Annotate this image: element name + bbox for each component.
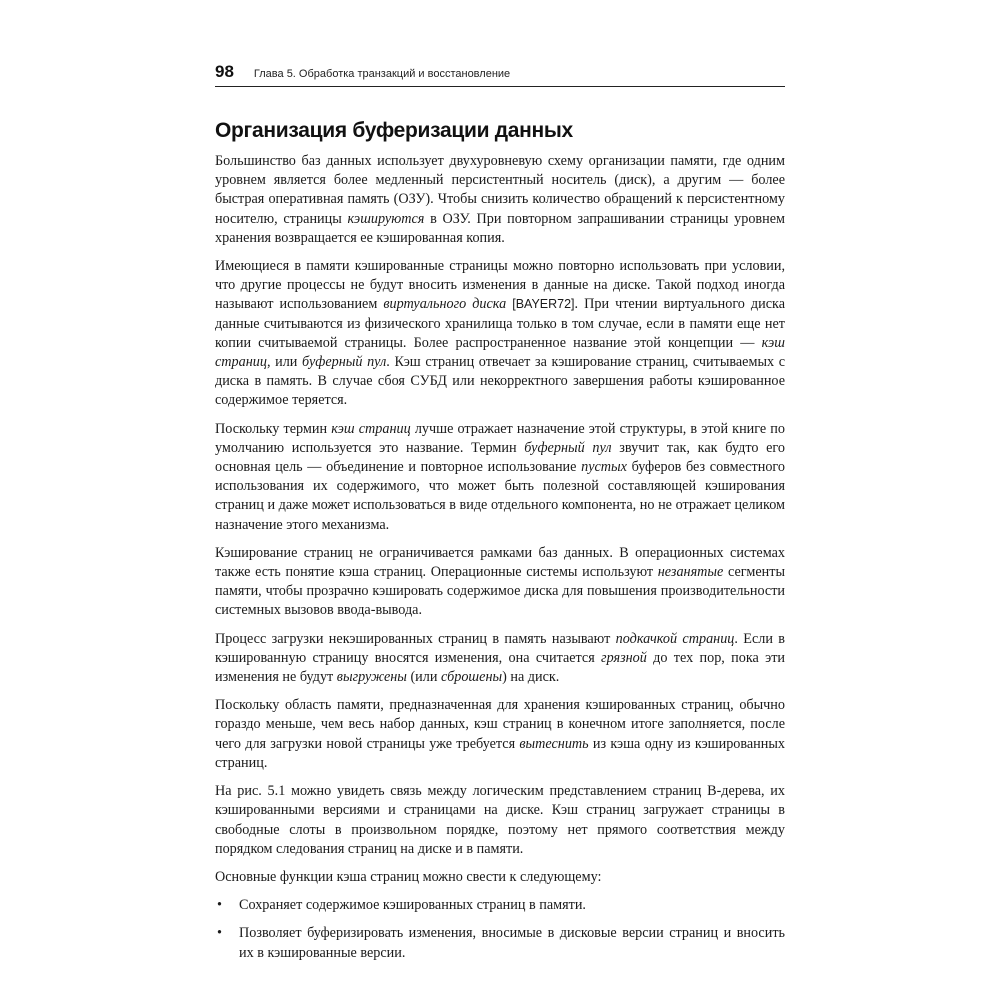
paragraph-3: Поскольку термин кэш страниц лучше отражает назначение этой структуры, в этой книге по умолчанию используется это название. Термин буферный пул звучит так, как будто его основная цель — объединение и повторное использование пустых буферов без совместного использования их содержимого, что может быть полезной составляющей кэширования страниц и даже может использоваться в виде отдельного компонента, но не отражает целиком назначение этого механизма. <box>215 420 785 533</box>
term-cached: кэшируются <box>347 210 425 227</box>
term-page-cache: кэш страниц <box>215 334 785 371</box>
paragraph-5: Процесс загрузки некэшированных страниц в память называют подкачкой страниц. Если в кэшированную страницу вносятся изменения, она считается грязной до тех пор, пока эти изменения не будут выгружены (или сброшены) на диск. <box>215 630 785 686</box>
paragraph-4: Кэширование страниц не ограничивается рамками баз данных. В операционных системах также есть понятие кэша страниц. Операционные системы используют незанятые сегменты памяти, чтобы прозрачно кэшировать содержимое диска для повышения производительности системных вызовов ввода-вывода. <box>215 544 786 619</box>
book-page <box>215 62 785 972</box>
term-virtual-disk: виртуального диска <box>383 296 507 313</box>
paragraph-6: Поскольку область памяти, предназначенная для хранения кэшированных страниц, обычно гораздо меньше, чем весь набор данных, кэш страниц в конечном итоге заполняется, после чего для загрузки новой страницы уже требуется вытеснить из кэша одну из кэшированных страниц. <box>215 697 785 771</box>
term-buffer-pool: буферный пул <box>302 354 387 371</box>
chapter-title: Глава 5. Обработка транзакций и восстановление <box>253 68 511 80</box>
page-number: 98 <box>215 62 234 81</box>
paragraph-2: Имеющиеся в памяти кэшированные страницы можно повторно использовать при условии, что другие процессы не будут вносить изменения в данные на диске. Такой подход иногда называют использованием виртуального диска [BAYER72]. При чтении виртуального диска данные считываются из физического хранилища только в том случае, если в памяти еще нет копии считываемой страницы. Более распространенное название этой концепции — кэш страниц, или буферный пул. Кэш страниц отвечает за кэширование страниц, считываемых с диска в память. В случае сбоя СУБД или некорректного завершения работы кэшированное содержимое теряется. <box>215 258 786 409</box>
bullet-list <box>215 896 785 963</box>
running-head <box>215 62 785 87</box>
section-title: Организация буферизации данных <box>215 119 573 142</box>
bullet-marker: • <box>217 897 222 914</box>
list-item: • Сохраняет содержимое кэшированных страниц в памяти. <box>215 896 785 915</box>
list-item: • Позволяет буферизировать изменения, вносимые в дисковые версии страниц и вносить их в кэшированные версии. <box>217 925 785 961</box>
paragraph-1: Большинство баз данных использует двухуровневую схему организации памяти, где одним уровнем является более медленный персистентный носитель (диск), а другим — более быстрая оперативная память (ОЗУ). Чтобы снизить количество обращений к персистентному носителю, страницы кэшируются в ОЗУ. При повторном запрашивании страницы уровнем хранения возвращается ее кэшированная копия. <box>215 153 785 246</box>
bullet-marker: • <box>217 925 222 942</box>
citation-ref: [BAYER72] <box>512 297 575 312</box>
paragraph-7: На рис. 5.1 можно увидеть связь между логическим представлением страниц B-дерева, их кэшированными версиями и страницами на диске. Кэш страниц загружает страницы в свободные слоты в произвольном порядке, поэтому нет прямого соответствия между порядком следования страниц на диске и в памяти. <box>215 783 785 857</box>
paragraph-8: Основные функции кэша страниц можно свести к следующему: <box>215 868 602 885</box>
